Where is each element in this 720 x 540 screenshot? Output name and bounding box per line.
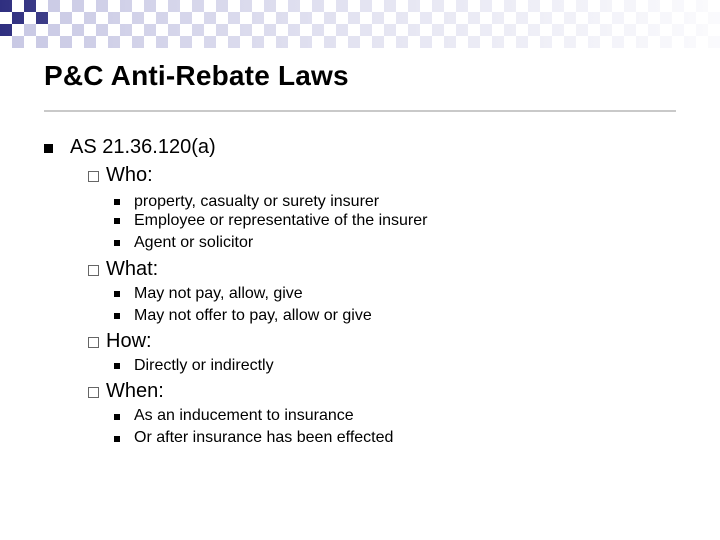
- sub-bullet: [114, 313, 120, 319]
- list-item: property, casualty or surety insurer: [134, 193, 380, 210]
- list-item: May not offer to pay, allow or give: [134, 307, 372, 324]
- section-bullet-when: [88, 387, 99, 398]
- list-item: May not pay, allow, give: [134, 285, 303, 302]
- sub-bullet: [114, 414, 120, 420]
- list-item: Agent or solicitor: [134, 234, 254, 251]
- list-item: Or after insurance has been effected: [134, 429, 394, 446]
- section-bullet-how: [88, 337, 99, 348]
- sub-bullet: [114, 436, 120, 442]
- level1-item: AS 21.36.120(a): [70, 136, 216, 158]
- list-item: As an inducement to insurance: [134, 407, 354, 424]
- level1-bullet: [44, 144, 53, 153]
- section-heading-when: When:: [106, 380, 164, 402]
- list-item: Employee or representative of the insurer: [134, 212, 428, 229]
- section-bullet-who: [88, 171, 99, 182]
- sub-bullet: [114, 199, 120, 205]
- sub-bullet: [114, 291, 120, 297]
- sub-bullet: [114, 218, 120, 224]
- sub-bullet: [114, 240, 120, 246]
- section-bullet-what: [88, 265, 99, 276]
- slide-title: P&C Anti-Rebate Laws: [44, 60, 349, 91]
- section-heading-how: How:: [106, 330, 152, 352]
- sub-bullet: [114, 363, 120, 369]
- list-item: Directly or indirectly: [134, 357, 274, 374]
- section-heading-what: What:: [106, 258, 159, 280]
- section-heading-who: Who:: [106, 164, 153, 186]
